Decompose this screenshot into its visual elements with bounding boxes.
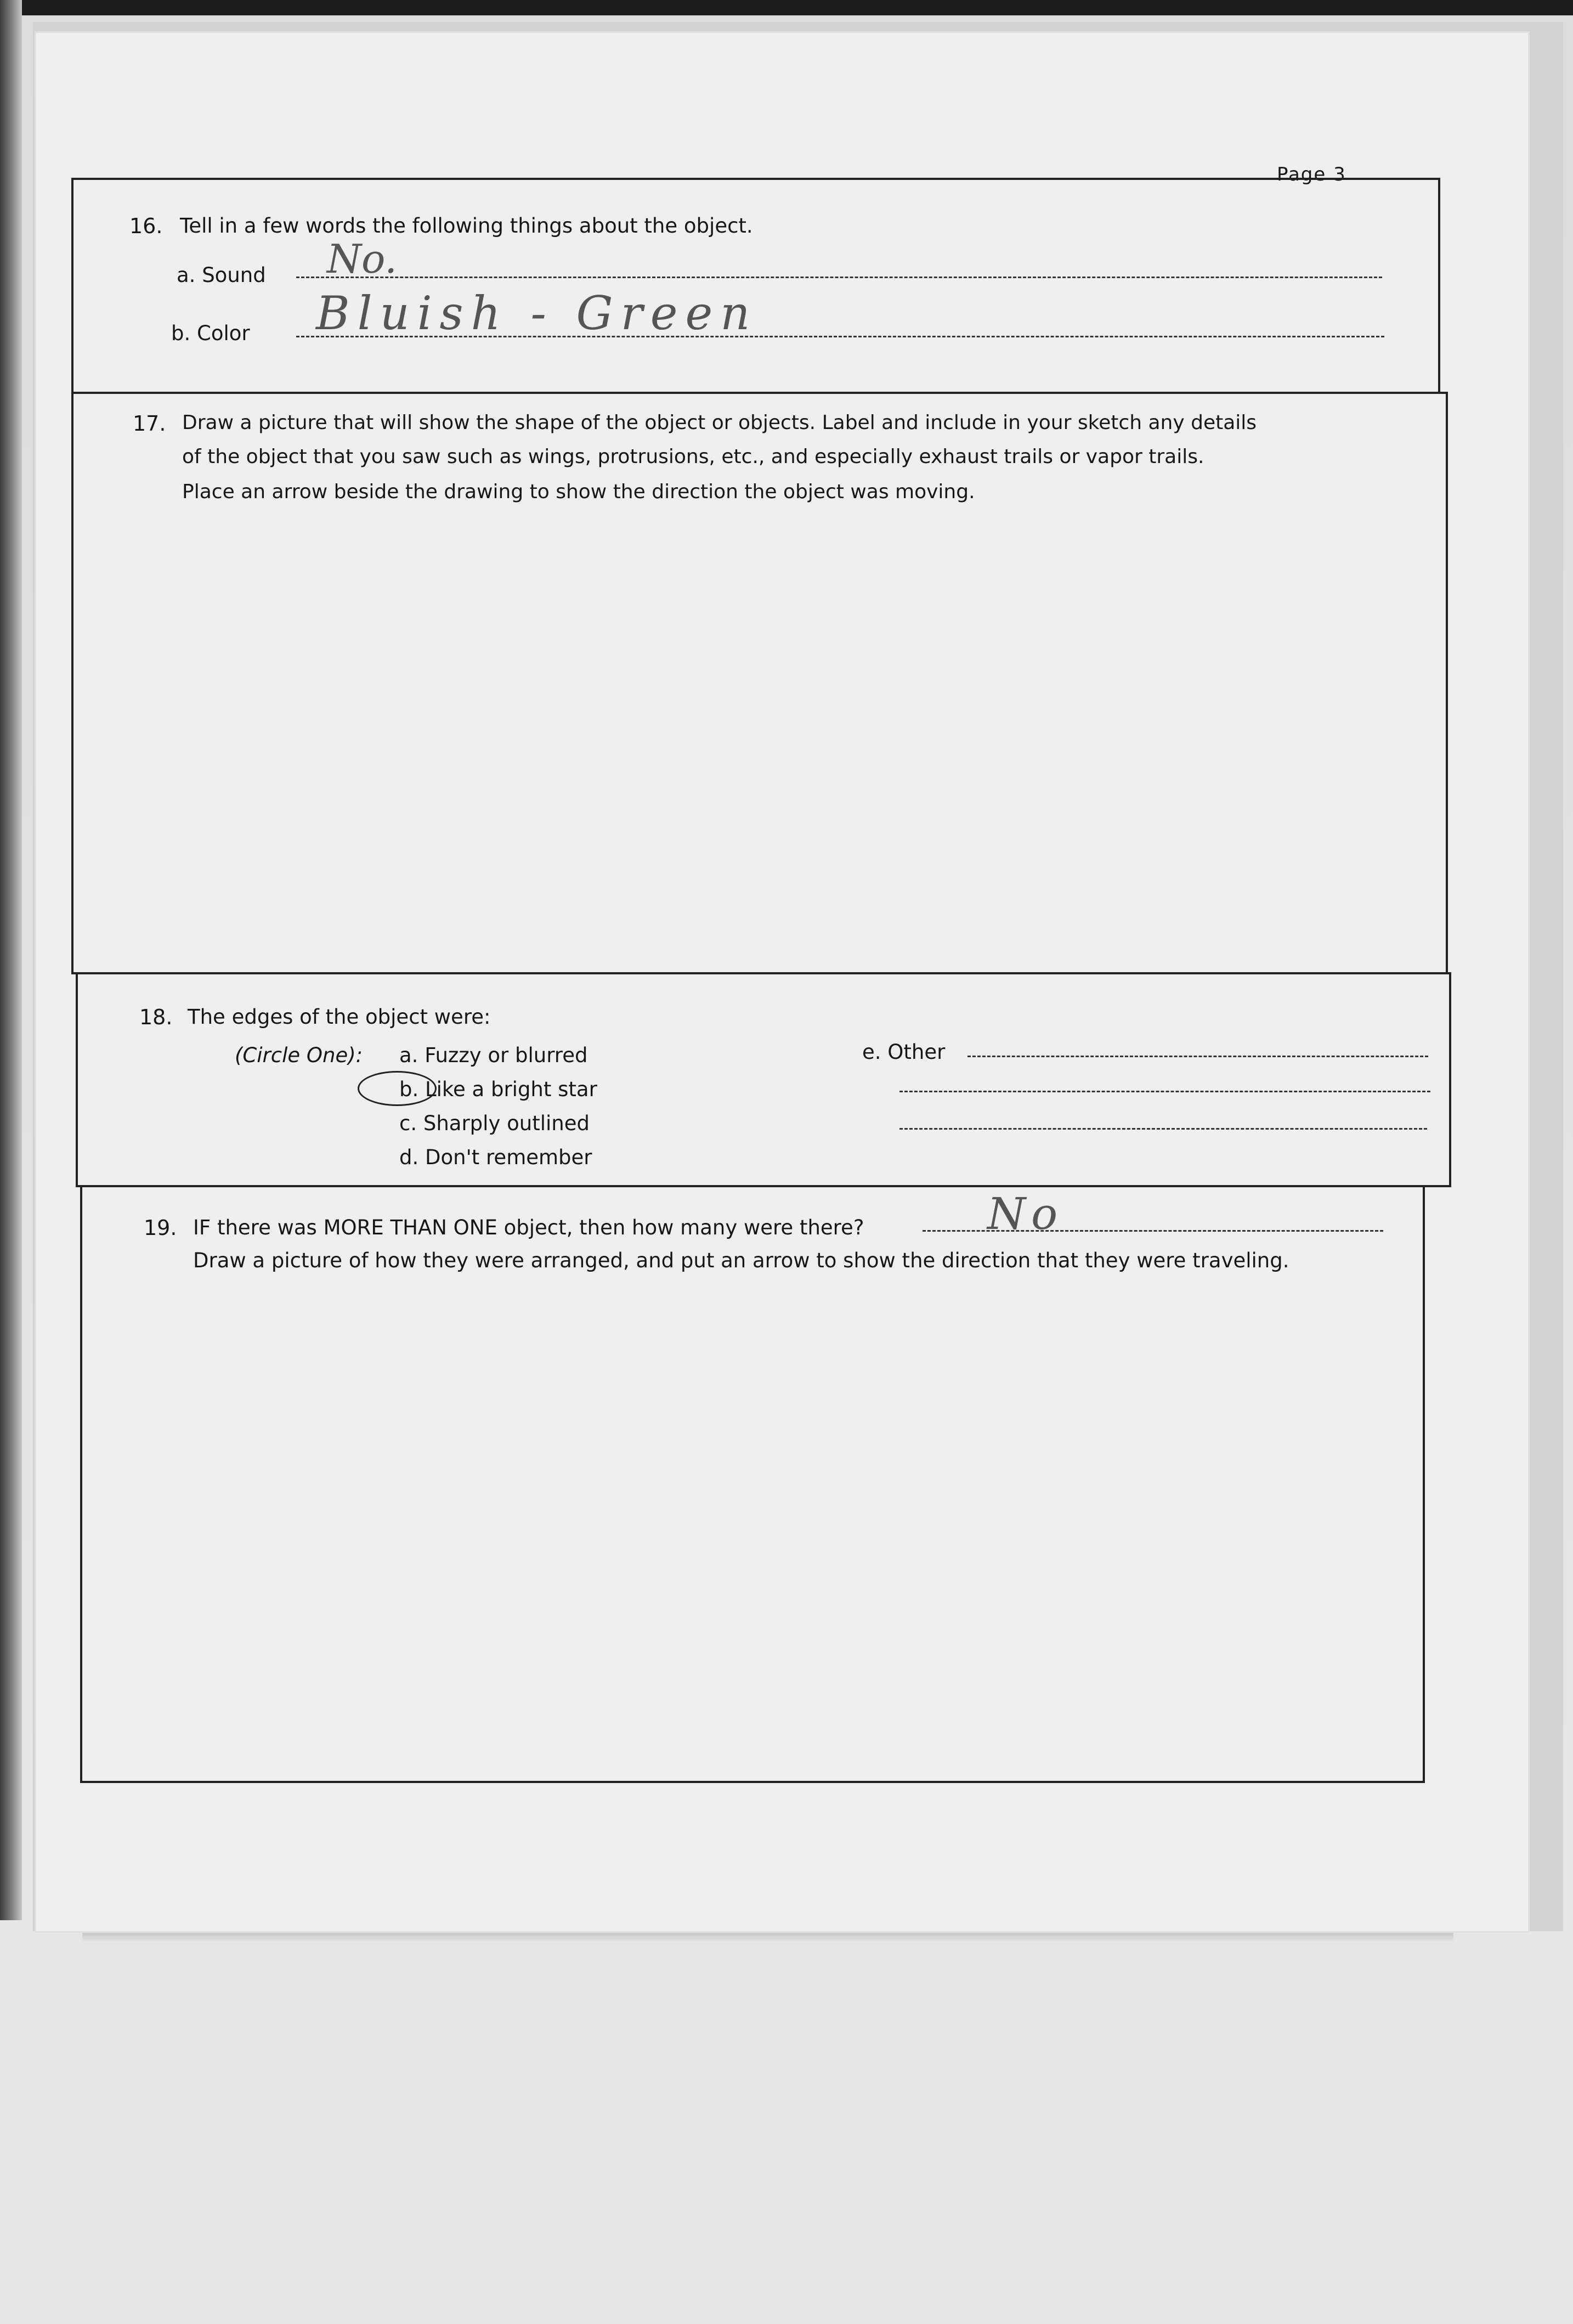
q18-other-line-3 xyxy=(899,1128,1427,1130)
q17-box xyxy=(71,392,1448,974)
scan-background xyxy=(0,1942,1573,2324)
page-number: Page 3 xyxy=(1277,163,1346,185)
q18-prompt: The edges of the object were: xyxy=(188,1005,491,1029)
q18-option-c: c. Sharply outlined xyxy=(399,1112,590,1135)
q18-box xyxy=(76,972,1451,1187)
q16-sound-answer: No. xyxy=(327,236,397,282)
q18-number: 18. xyxy=(139,1005,173,1029)
q16-prompt: Tell in a few words the following things about the object. xyxy=(180,214,753,238)
q19-answer: No xyxy=(987,1188,1063,1239)
q17-number: 17. xyxy=(133,411,166,436)
q19-line2: Draw a picture of how they were arranged, and put an arrow to show the direction that they were traveling. xyxy=(193,1249,1289,1272)
q16-color-answer: Bluish - Green xyxy=(316,286,758,340)
q19-box xyxy=(80,1185,1425,1783)
q16-sound-line xyxy=(296,277,1382,278)
q16-sound-label: a. Sound xyxy=(177,263,266,287)
q18-instruction: (Circle One): xyxy=(235,1043,363,1067)
q18-answer-circle xyxy=(358,1071,437,1106)
q16-number: 16. xyxy=(129,214,163,238)
q18-other-label: e. Other xyxy=(862,1040,946,1064)
q18-other-line-2 xyxy=(899,1091,1430,1092)
form-page xyxy=(36,33,1528,1931)
q16-box xyxy=(71,178,1440,394)
q17-line3: Place an arrow beside the drawing to show the direction the object was moving. xyxy=(182,481,975,503)
q18-other-line-1 xyxy=(967,1056,1428,1057)
q18-option-b: b. Like a bright star xyxy=(399,1078,597,1101)
q18-option-d: d. Don't remember xyxy=(399,1146,592,1169)
scan-top-border xyxy=(0,0,1573,15)
scan-left-border xyxy=(0,0,22,1920)
q17-line1: Draw a picture that will show the shape of the object or objects. Label and include in your sketch any details xyxy=(182,411,1257,434)
q16-color-label: b. Color xyxy=(171,321,250,345)
q17-line2: of the object that you saw such as wings, protrusions, etc., and especially exhaust trails or vapor trails. xyxy=(182,445,1204,468)
q18-option-a: a. Fuzzy or blurred xyxy=(399,1043,588,1067)
q19-number: 19. xyxy=(144,1216,177,1240)
q19-line1: IF there was MORE THAN ONE object, then how many were there? xyxy=(193,1216,864,1239)
